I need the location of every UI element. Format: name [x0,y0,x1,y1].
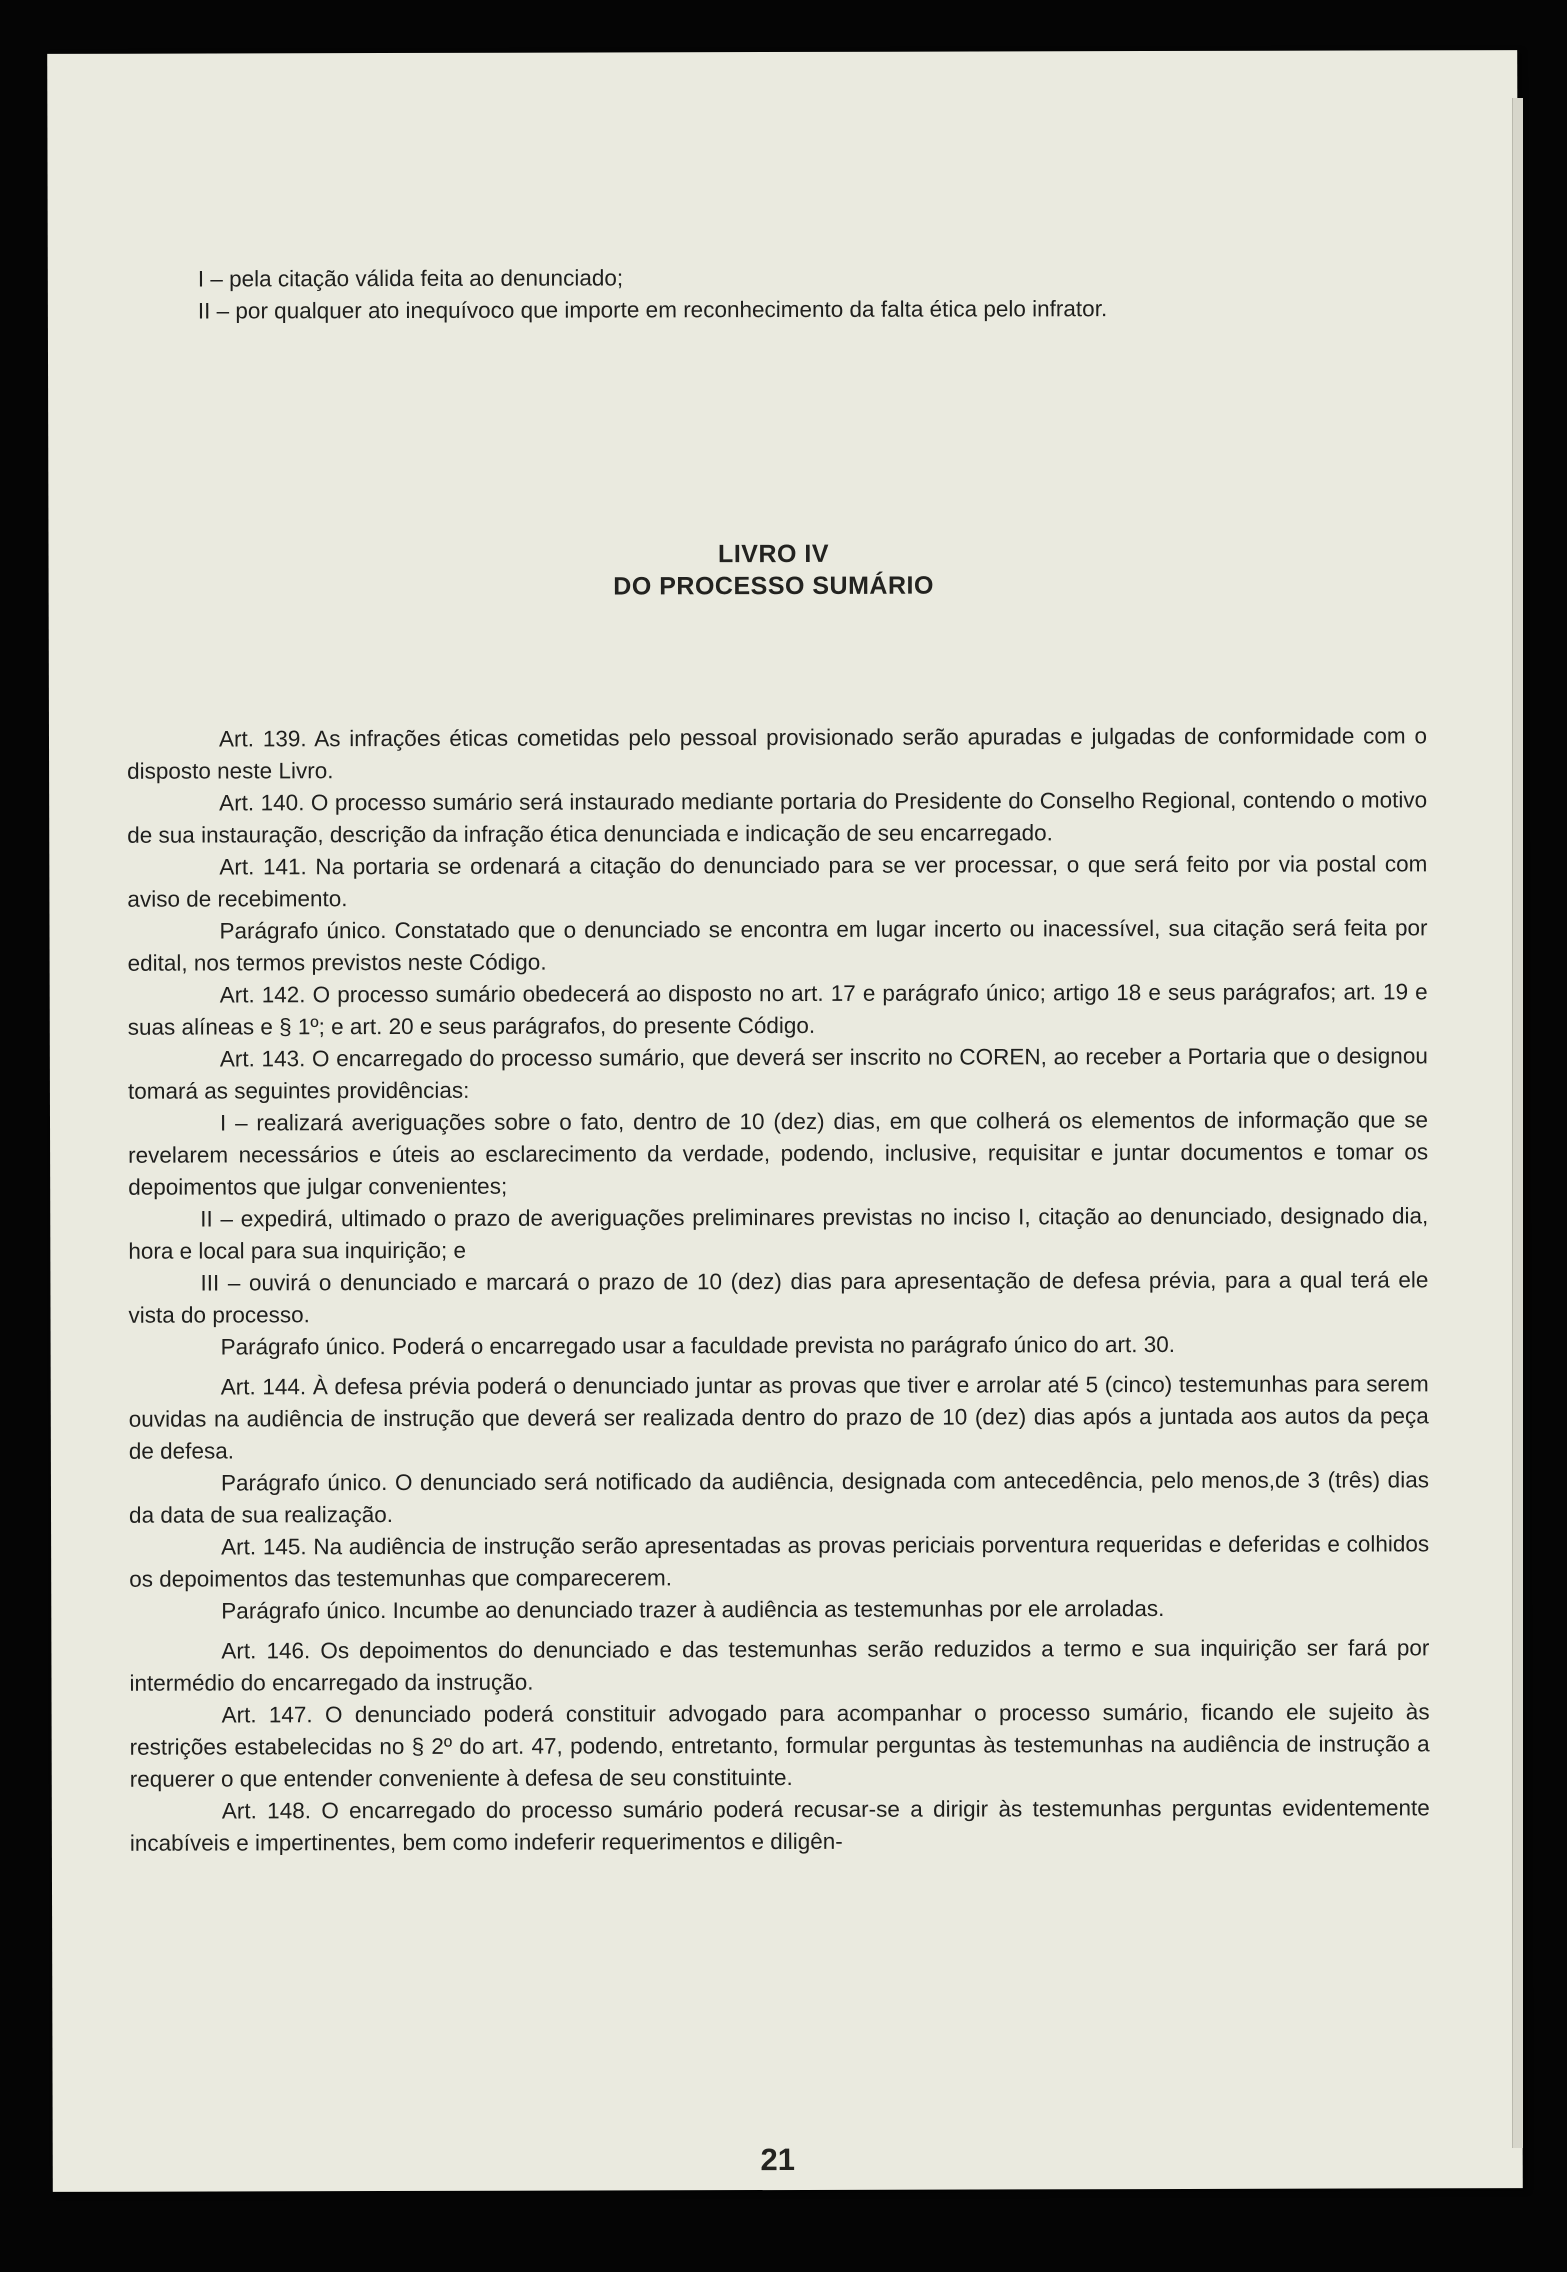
paragraph-art-143: Art. 143. O encarregado do processo sumário, que deverá ser inscrito no COREN, ao receber a Portaria que o designou tomará as seguintes providências: [127,1043,1428,1104]
paragraph-art-146: Art. 146. Os depoimentos do denunciado e das testemunhas serão reduzidos a termo e sua inquirição ser fará por intermédio do encarregado da instrução. [129,1635,1430,1696]
paragraph-art-143-item-3: III – ouvirá o denunciado e marcará o prazo de 10 (dez) dias para apresentação de defesa prévia, para a qual terá ele vista do processo. [128,1267,1429,1328]
paragraph-art-144-single: Parágrafo único. O denunciado será notificado da audiência, designada com antecedência, pelo menos,de 3 (três) dias da data de sua realização. [128,1467,1429,1528]
document-page [47,50,1523,2192]
paragraph-art-142: Art. 142. O processo sumário obedecerá ao disposto no art. 17 e parágrafo único; artigo 18 e seus parágrafos; art. 19 e suas alíneas e § 1º; e art. 20 e seus parágrafos, do presente Código. [127,979,1428,1040]
paragraph-art-143-item-1: I – realizará averiguações sobre o fato, dentro de 10 (dez) dias, em que colherá os elementos de informação que se revelarem necessários e úteis ao esclarecimento da verdade, podendo, inclusive, requisitar e juntar documentos e tomar os depoimentos que julgar convenientes; [128,1107,1429,1200]
book-heading: LIVRO IV [717,539,830,569]
paragraph-art-139: Art. 139. As infrações éticas cometidas pelo pessoal provisionado serão apuradas e julgadas de conformidade com o disposto neste Livro. [127,723,1428,784]
paragraph-art-143-item-2: II – expedirá, ultimado o prazo de averiguações preliminares previstas no inciso I, citação ao denunciado, designado dia, hora e local para sua inquirição; e [128,1203,1429,1264]
paragraph-art-147: Art. 147. O denunciado poderá constituir advogado para acompanhar o processo sumário, ficando ele sujeito às restrições estabelecidas no § 2º do art. 47, podendo, entretanto, formular perguntas às testemunhas na audiência de instrução a requerer o que entender conveniente à defesa de seu constituinte. [129,1699,1430,1792]
paragraph-art-141: Art. 141. Na portaria se ordenará a citação do denunciado para se ver processar, o que será feito por via postal com aviso de recebimento. [127,851,1428,912]
paragraph-art-145: Art. 145. Na audiência de instrução serão apresentadas as provas periciais porventura requeridas e deferidas e colhidos os depoimentos das testemunhas que comparecerem. [129,1531,1430,1592]
section-title: DO PROCESSO SUMÁRIO [613,571,934,601]
intro-item: II – por qualquer ato inequívoco que importe em reconhecimento da falta ética pelo infrator. [197,296,1108,324]
paragraph-art-143-single: Parágrafo único. Poderá o encarregado usar a faculdade prevista no parágrafo único do art. 30. [220,1331,1175,1360]
intro-section [126,260,1426,327]
paragraph-art-140: Art. 140. O processo sumário será instaurado mediante portaria do Presidente do Conselho Regional, contendo o motivo de sua instauração, descrição da infração ética denunciada e indicação de seu encarregado. [127,787,1428,848]
page-edge [1512,98,1523,2148]
paragraph-art-145-single: Parágrafo único. Incumbe ao denunciado trazer à audiência as testemunhas por ele arroladas. [221,1596,1165,1624]
intro-item: I – pela citação válida feita ao denunciado; [197,265,624,292]
paragraph-art-141-single: Parágrafo único. Constatado que o denunciado se encontra em lugar incerto ou inacessível, sua citação será feita por edital, nos termos previstos neste Código. [127,915,1428,976]
body-text [127,720,1430,1859]
paragraph-art-144: Art. 144. À defesa prévia poderá o denunciado juntar as provas que tiver e arrolar até 5 (cinco) testemunhas para serem ouvidas na audiência de instrução que deverá ser realizada dentro do prazo de 10 (dez) dias após a juntada aos autos da peça de defesa. [128,1371,1429,1464]
page-number: 21 [760,2141,795,2178]
paragraph-art-148: Art. 148. O encarregado do processo sumário poderá recusar-se a dirigir às testemunhas perguntas evidentemente incabíveis e impertinentes, bem como indeferir requerimentos e diligên- [129,1795,1430,1856]
